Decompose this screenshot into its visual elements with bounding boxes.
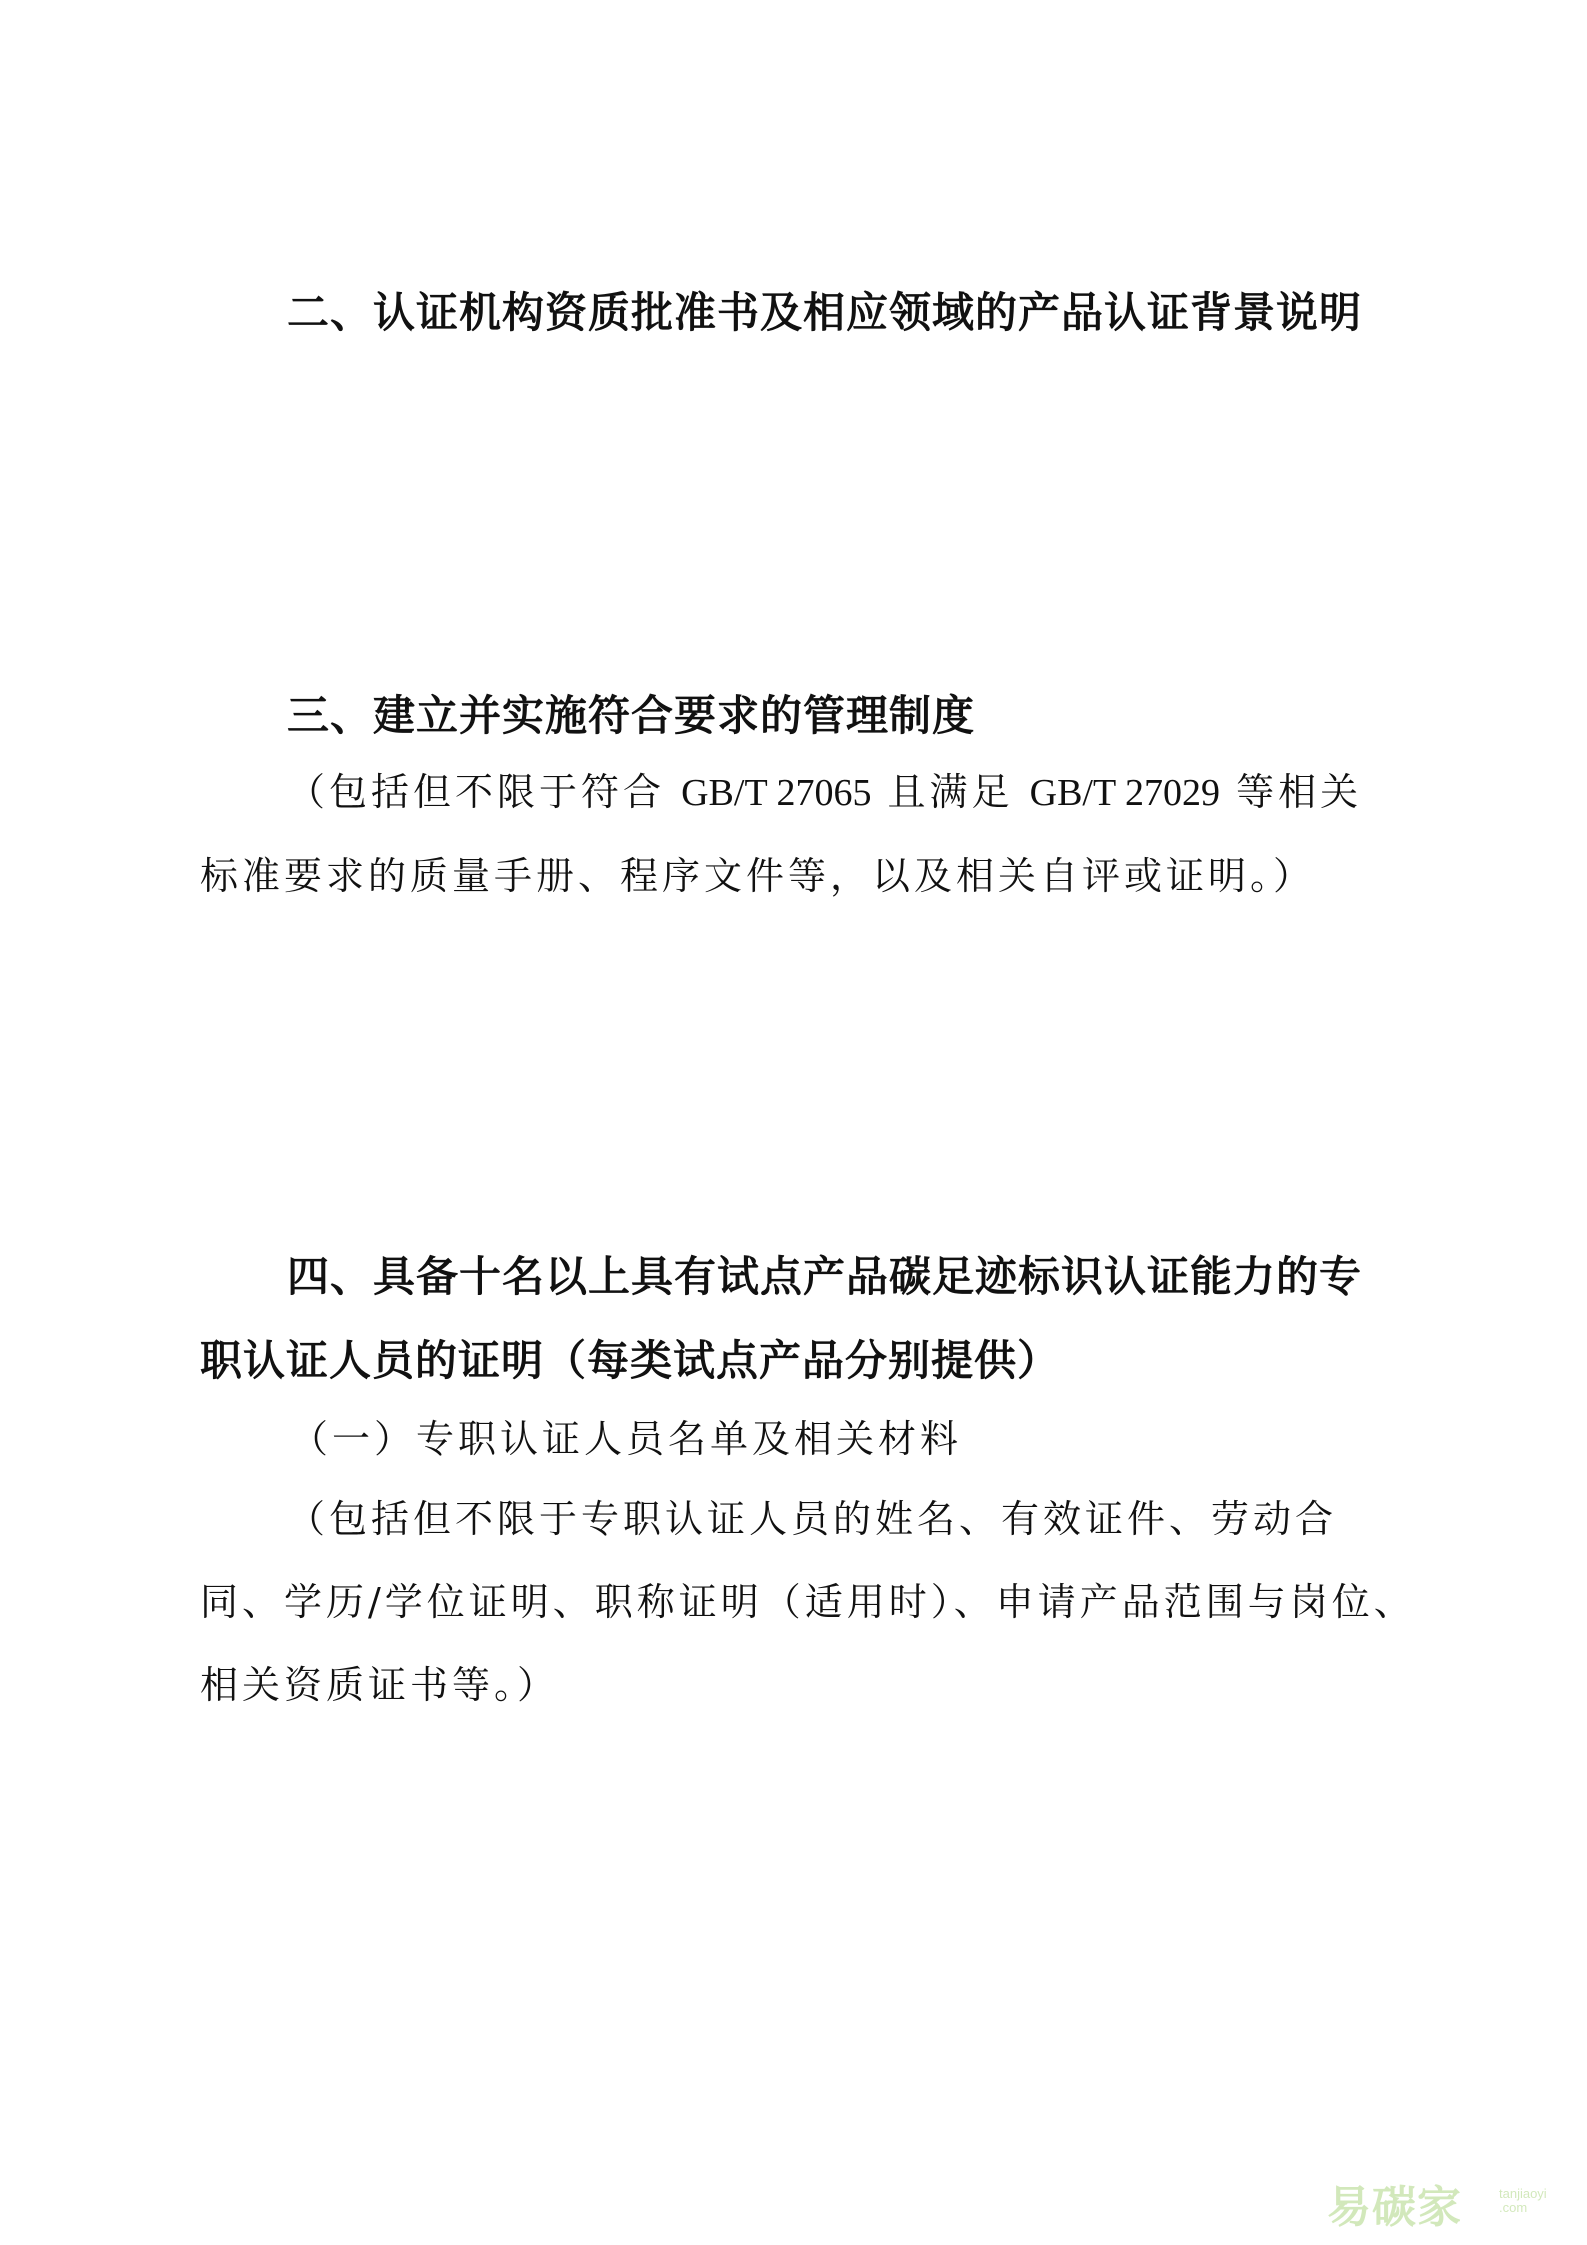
section-3-note-text-c: 且满足	[871, 770, 1030, 814]
section-4-note-line-2: 同、学历/学位证明、职称证明（适用时）、申请产品范围与岗位、	[200, 1580, 1416, 1624]
section-3-note-line-1	[287, 770, 1363, 814]
watermark	[1327, 2165, 1547, 2235]
section-4-title-line-2: 职认证人员的证明（每类试点产品分别提供）	[200, 1336, 1061, 1385]
watermark-logo: 易碳家	[1327, 2182, 1462, 2233]
section-3-note-text-a: （包括但不限于符合	[287, 770, 682, 814]
watermark-url: tanjiaoyi .com	[1499, 2186, 1547, 2215]
section-3-note-text-e: 等相关	[1220, 770, 1363, 814]
section-4-note-line-1: （包括但不限于专职认证人员的姓名、有效证件、劳动合	[287, 1497, 1338, 1541]
standard-code-27029: GB/T 27029	[1029, 772, 1221, 814]
section-4-title-line-1: 四、具备十名以上具有试点产品碳足迹标识认证能力的专	[287, 1252, 1363, 1301]
standard-code-27065: GB/T 27065	[681, 772, 872, 814]
section-2-title: 二、认证机构资质批准书及相应领域的产品认证背景说明	[287, 288, 1363, 337]
section-4-note-line-3: 相关资质证书等。）	[200, 1663, 560, 1707]
section-3-note-line-2: 标准要求的质量手册、程序文件等，以及相关自评或证明。）	[200, 854, 1316, 898]
section-4-sub-heading: （一）专职认证人员名单及相关材料	[290, 1417, 963, 1461]
section-3-title: 三、建立并实施符合要求的管理制度	[287, 691, 976, 740]
